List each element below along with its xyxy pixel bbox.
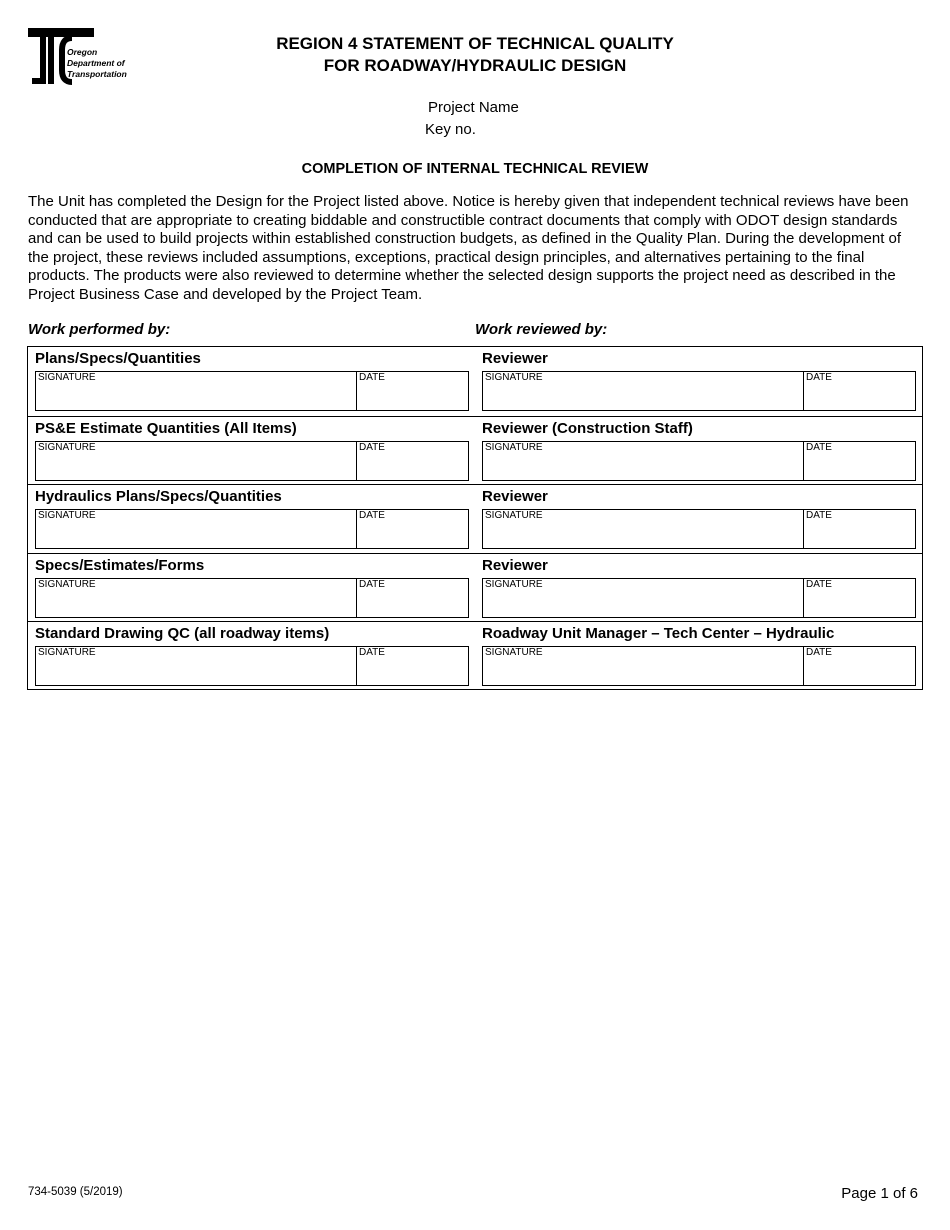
date-field[interactable] (357, 647, 468, 685)
section-title: COMPLETION OF INTERNAL TECHNICAL REVIEW (301, 161, 649, 177)
date-label: DATE (359, 647, 385, 659)
date-label: DATE (806, 647, 832, 659)
signature-block (482, 509, 916, 549)
performer-role-label: PS&E Estimate Quantities (All Items) (35, 419, 297, 437)
signature-field[interactable] (483, 579, 804, 617)
signature-field[interactable] (483, 442, 804, 480)
date-field[interactable] (357, 510, 468, 548)
signature-field[interactable] (36, 442, 357, 480)
date-field[interactable] (357, 442, 468, 480)
signature-label: SIGNATURE (485, 510, 543, 522)
signature-block (35, 441, 469, 481)
signature-field[interactable] (483, 372, 804, 410)
performer-role-label: Standard Drawing QC (all roadway items) (35, 625, 330, 643)
page-title-line-1: REGION 4 STATEMENT OF TECHNICAL QUALITY (276, 34, 674, 53)
table-row (28, 416, 922, 485)
performer-cell (28, 622, 475, 690)
reviewer-role-label: Reviewer (Construction Staff) (482, 419, 693, 437)
table-row (28, 553, 922, 622)
signature-label: SIGNATURE (485, 372, 543, 383)
reviewer-cell (475, 622, 922, 690)
date-field[interactable] (804, 579, 915, 617)
date-field[interactable] (357, 372, 468, 410)
signature-field[interactable] (36, 372, 357, 410)
date-label: DATE (806, 441, 832, 453)
signature-label: SIGNATURE (485, 647, 543, 659)
signature-block (482, 646, 916, 686)
signature-block (35, 578, 469, 618)
signature-block (482, 371, 916, 411)
signature-block (35, 509, 469, 549)
signature-block (482, 578, 916, 618)
reviewer-cell (475, 485, 922, 553)
notice-paragraph: The Unit has completed the Design for the Project listed above. Notice is hereby given that independent technical reviews have been conducted that are appropriate to creating biddable and constructible contract documents that comply with ODOT design standards and can be used to build projects within established construction budgets, as defined in the Quality Plan. During the development of the project, these reviews included assumptions, exceptions, practical design principles, and alternatives pertaining to the final products. The products were also reviewed to determine whether the selected design supports the project need as described in the Project Business Case and developed by the Project Team. (28, 193, 909, 303)
performer-cell (28, 485, 475, 553)
work-performed-heading: Work performed by: (28, 321, 171, 338)
reviewer-cell (475, 554, 922, 622)
signature-label: SIGNATURE (38, 510, 96, 522)
key-no-label[interactable]: Key no. (425, 121, 476, 138)
signature-label: SIGNATURE (38, 647, 96, 659)
table-row (28, 484, 922, 553)
date-label: DATE (806, 510, 832, 522)
performer-cell (28, 347, 475, 416)
signature-field[interactable] (483, 510, 804, 548)
logo-line-3: Transportation (67, 69, 127, 79)
date-field[interactable] (804, 510, 915, 548)
reviewer-cell (475, 417, 922, 485)
signature-field[interactable] (36, 579, 357, 617)
signature-label: SIGNATURE (38, 441, 96, 453)
performer-role-label: Plans/Specs/Quantities (35, 350, 201, 367)
signature-field[interactable] (36, 510, 357, 548)
work-reviewed-heading: Work reviewed by: (475, 321, 608, 338)
signature-field[interactable] (483, 647, 804, 685)
signature-label: SIGNATURE (38, 372, 96, 383)
signature-block (482, 441, 916, 481)
form-number: 734-5039 (5/2019) (28, 1186, 123, 1198)
signature-block (35, 371, 469, 411)
date-label: DATE (359, 578, 385, 590)
signature-block (35, 646, 469, 686)
reviewer-role-label: Reviewer (482, 556, 548, 574)
date-label: DATE (806, 578, 832, 590)
table-row (28, 347, 922, 416)
reviewer-role-label: Roadway Unit Manager – Tech Center – Hydraulic (482, 625, 835, 643)
page-number: Page 1 of 6 (841, 1185, 918, 1202)
reviewer-role-label: Reviewer (482, 488, 548, 506)
signature-label: SIGNATURE (485, 578, 543, 590)
logo-line-1: Oregon (67, 47, 98, 57)
table-row (28, 621, 922, 690)
date-label: DATE (359, 510, 385, 522)
performer-role-label: Hydraulics Plans/Specs/Quantities (35, 488, 282, 506)
date-field[interactable] (804, 647, 915, 685)
date-field[interactable] (804, 442, 915, 480)
logo-line-2: Department of (67, 58, 125, 68)
signature-table (27, 346, 923, 690)
date-label: DATE (359, 441, 385, 453)
reviewer-role-label: Reviewer (482, 350, 548, 367)
performer-cell (28, 417, 475, 485)
performer-role-label: Specs/Estimates/Forms (35, 556, 205, 574)
date-field[interactable] (357, 579, 468, 617)
signature-label: SIGNATURE (38, 578, 96, 590)
signature-field[interactable] (36, 647, 357, 685)
performer-cell (28, 554, 475, 622)
page-title-line-2: FOR ROADWAY/HYDRAULIC DESIGN (323, 56, 627, 75)
date-label: DATE (359, 372, 385, 383)
signature-label: SIGNATURE (485, 441, 543, 453)
date-label: DATE (806, 372, 832, 383)
reviewer-cell (475, 347, 922, 416)
project-name-label[interactable]: Project Name (428, 99, 519, 116)
date-field[interactable] (804, 372, 915, 410)
